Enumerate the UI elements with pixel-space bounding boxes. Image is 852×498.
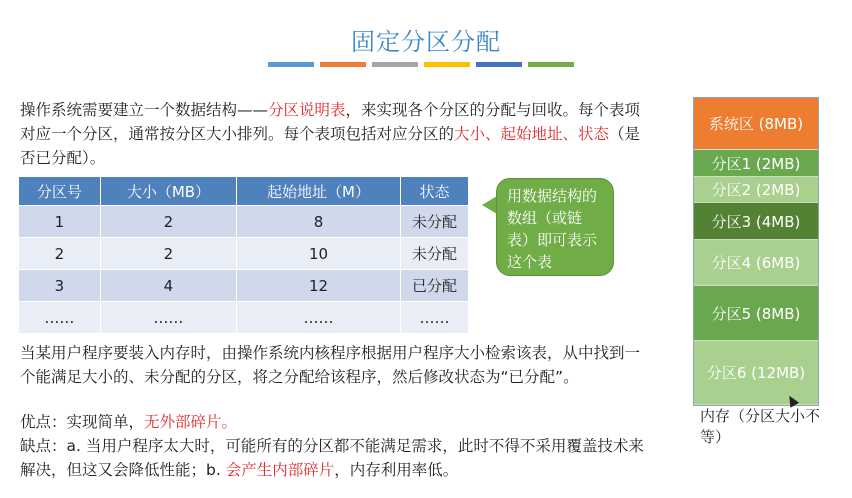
table-cell: 2 — [100, 206, 236, 238]
memory-block: 分区1 (2MB) — [694, 150, 818, 177]
cons-text-1: 缺点：a. 当用户程序太大时，可能所有的分区都不能满足需求，此时不得不采用覆盖技术来解决，但这又会降低性能；b. — [20, 437, 644, 479]
memory-caption: 内存（分区大小不等） — [700, 407, 821, 446]
table-cell: …… — [237, 302, 401, 334]
table-cell: 未分配 — [401, 238, 469, 270]
title-bar-segment — [528, 62, 574, 67]
table-cell: …… — [100, 302, 236, 334]
load-paragraph: 当某用户程序要装入内存时，由操作系统内核程序根据用户程序大小检索该表，从中找到一个能满足大小的、未分配的分区，将之分配给该程序，然后修改状态为“已分配”。 — [20, 344, 641, 386]
table-row — [19, 238, 469, 270]
pros-line — [20, 410, 650, 434]
table-cell: 3 — [19, 270, 100, 302]
table-cell: 10 — [237, 238, 401, 270]
title-bar-segment — [320, 62, 366, 67]
intro-text-1: 操作系统需要建立一个数据结构—— — [20, 101, 269, 119]
intro-text-2: ，来实现各个分区的分配与回收。每个表项对应一个分区，通常按分区大小排列。每个表项包括对应分区的 — [20, 101, 641, 143]
intro-text-3: （是否已分配）。 — [20, 125, 641, 167]
table-cell: …… — [401, 302, 469, 334]
table-cell: 4 — [100, 270, 236, 302]
callout-pointer — [482, 196, 497, 214]
table-cell: 未分配 — [401, 206, 469, 238]
table-row — [19, 206, 469, 238]
table-header-cell: 起始地址（M） — [237, 177, 401, 206]
memory-block: 分区4 (6MB) — [694, 240, 818, 286]
table-cell: 已分配 — [401, 270, 469, 302]
memory-block: 分区2 (2MB) — [694, 177, 818, 203]
table-cell: 12 — [237, 270, 401, 302]
cons-text-2: ，内存利用率低。 — [334, 461, 459, 479]
callout-box: 用数据结构的数组（或链表）即可表示这个表 — [496, 178, 614, 276]
title-underline-bars — [268, 62, 574, 67]
memory-block: 系统区 (8MB) — [694, 98, 818, 150]
table-row — [19, 302, 469, 334]
table-cell: 2 — [19, 238, 100, 270]
table-cell: 1 — [19, 206, 100, 238]
title-bar-segment — [476, 62, 522, 67]
table-header-cell: 大小（MB） — [100, 177, 236, 206]
pros-label: 优点：实现简单， — [20, 413, 145, 431]
table-cell: 8 — [237, 206, 401, 238]
title-bar-segment — [424, 62, 470, 67]
cons-paragraph — [20, 434, 650, 482]
table-header-cell: 分区号 — [19, 177, 100, 206]
slide-title: 固定分区分配 — [351, 28, 501, 56]
table-header-cell: 状态 — [401, 177, 469, 206]
pros-highlight: 无外部碎片。 — [144, 413, 238, 431]
memory-block: 分区6 (12MB) — [694, 341, 818, 405]
table-cell: 2 — [100, 238, 236, 270]
title-bar-segment — [372, 62, 418, 67]
title-bar-segment — [268, 62, 314, 67]
intro-paragraph — [20, 98, 650, 170]
cons-highlight: 会产生内部碎片 — [225, 461, 335, 479]
partition-table — [19, 177, 469, 333]
intro-highlight-1: 分区说明表 — [268, 101, 346, 119]
table-header-row — [19, 177, 469, 206]
table-cell: …… — [19, 302, 100, 334]
table-row — [19, 270, 469, 302]
memory-block: 分区3 (4MB) — [694, 203, 818, 240]
intro-highlight-2: 大小、起始地址、状态 — [454, 125, 610, 143]
memory-block: 分区5 (8MB) — [694, 286, 818, 341]
memory-diagram — [693, 97, 819, 406]
